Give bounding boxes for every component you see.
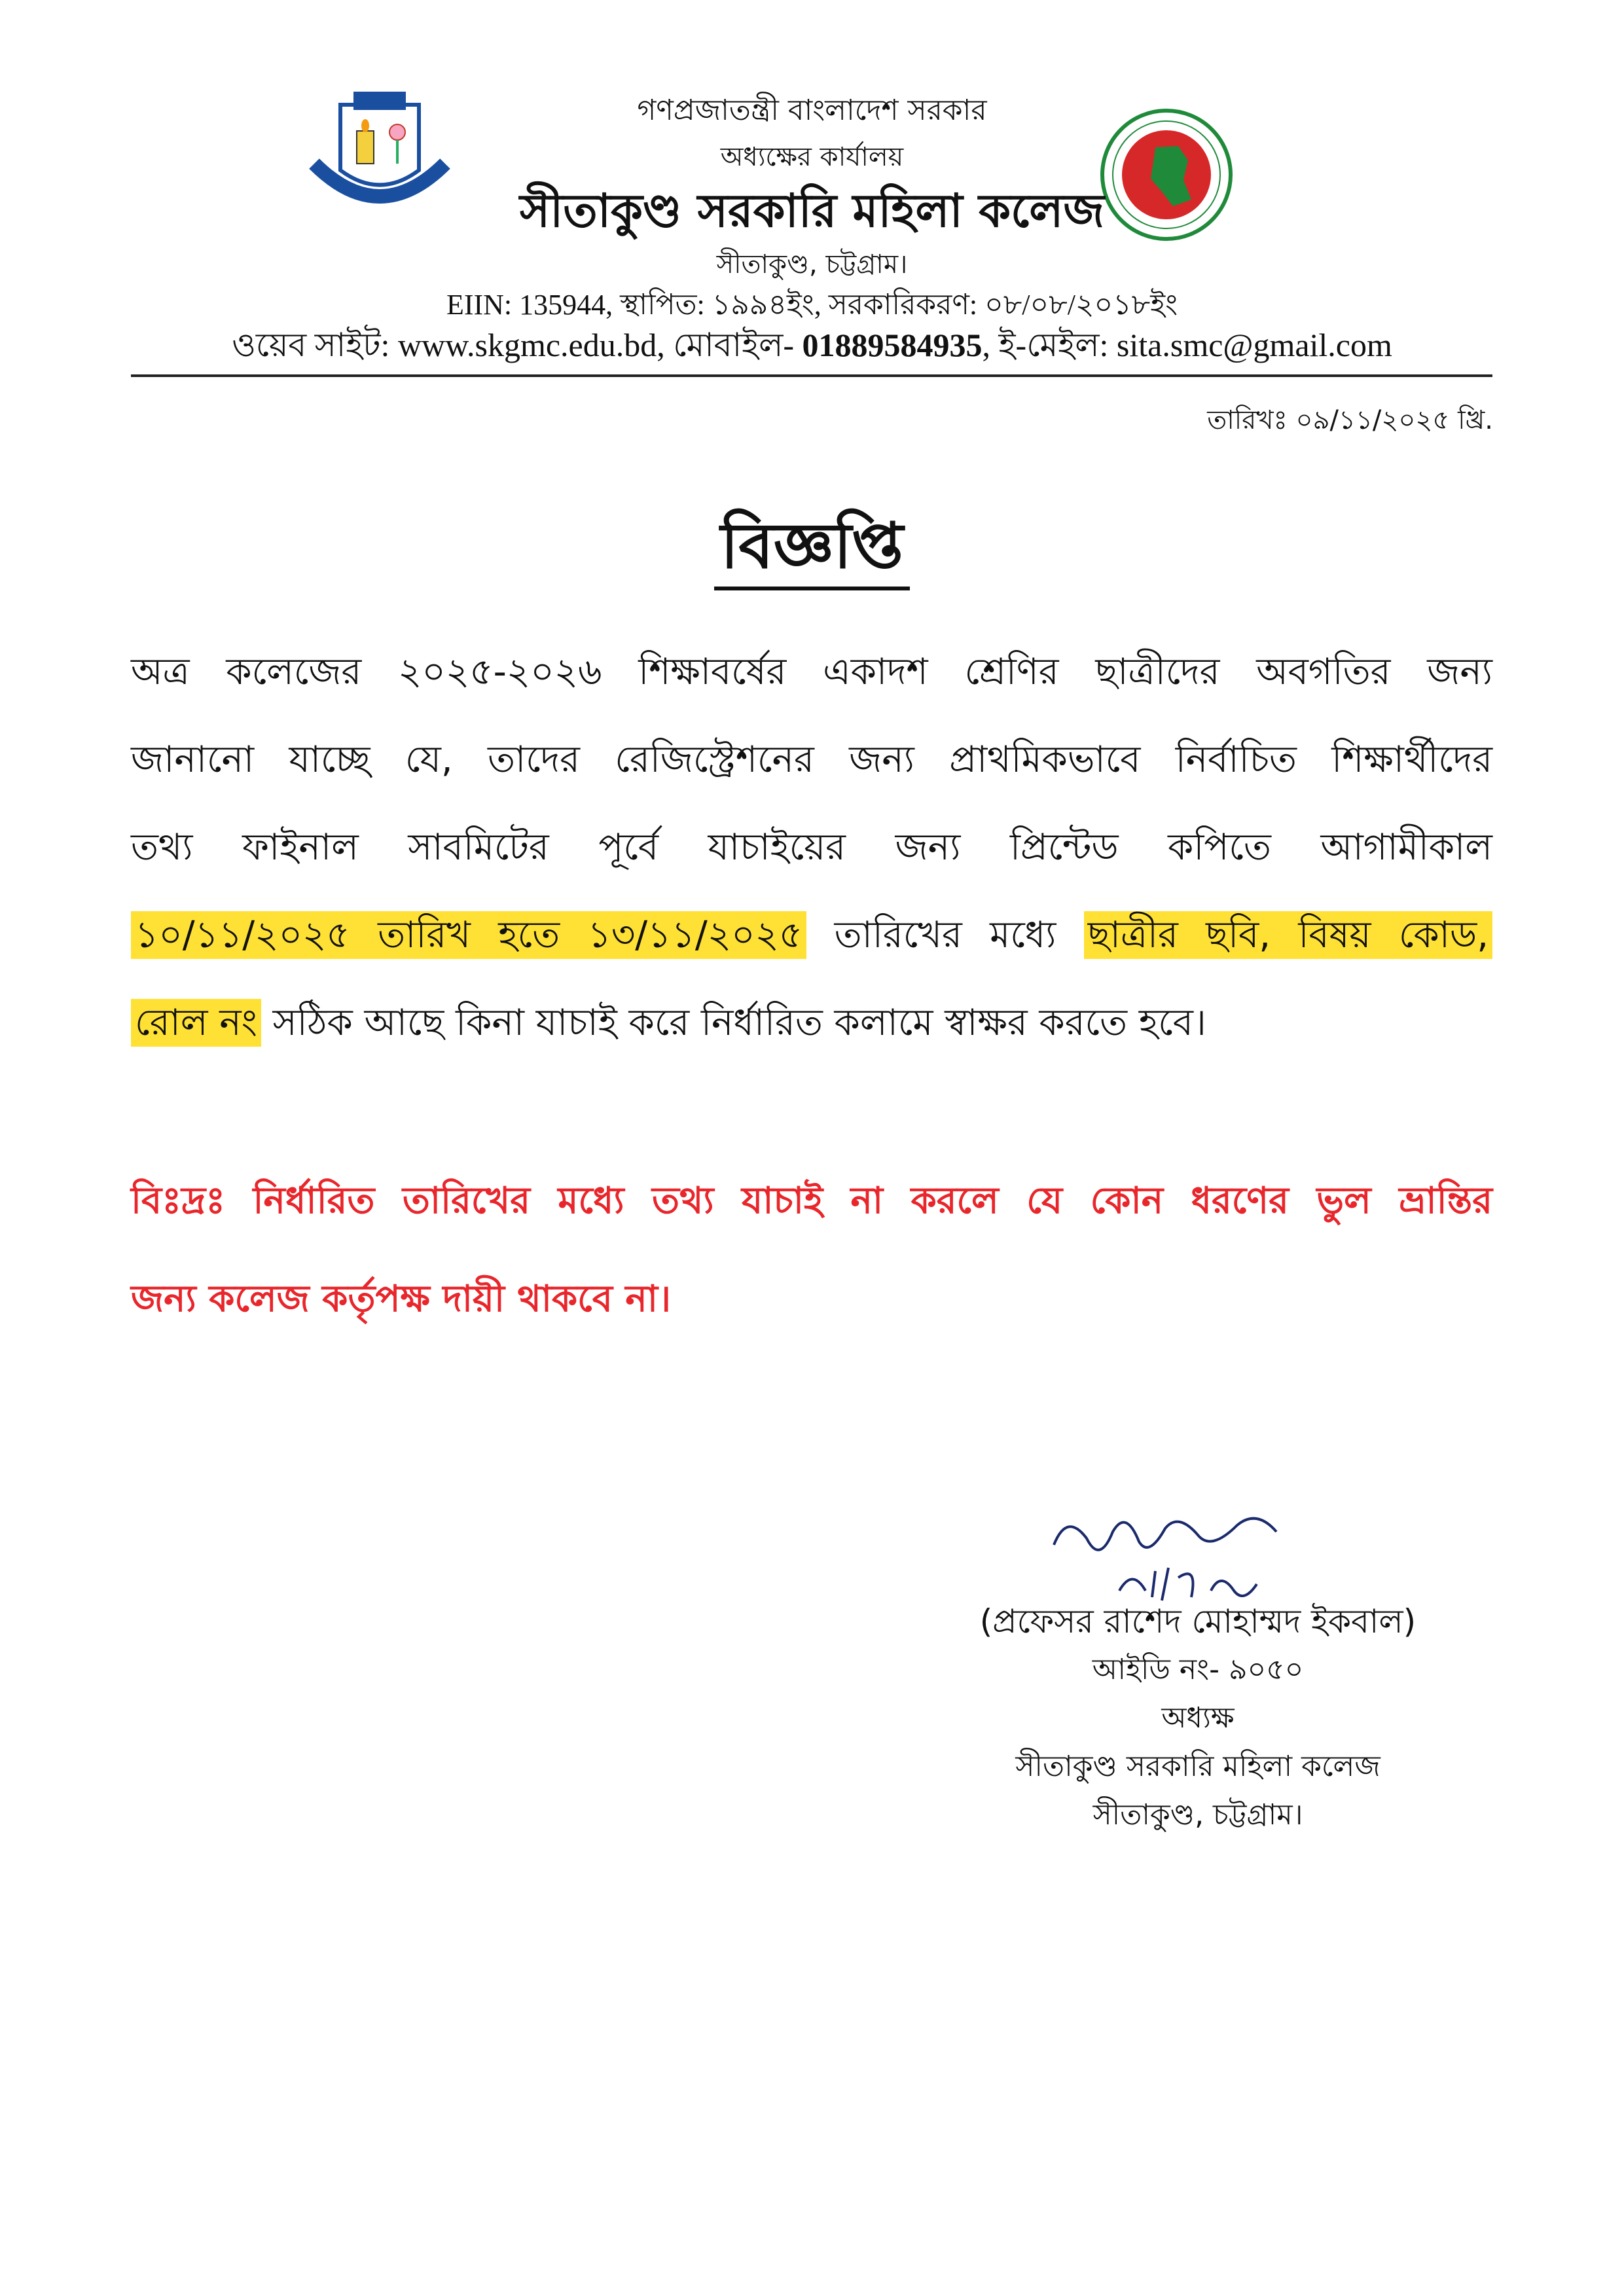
body-line-1: অত্র কলেজের ২০২৫-২০২৬ শিক্ষাবর্ষের একাদশ শ্রেণির ছাত্রীদের অবগতির জন্য [131,651,1492,693]
body-line-4 [131,892,1492,979]
notice-title-text: বিজ্ঞপ্তি [714,509,910,590]
contact-line [0,321,1624,375]
signatory-name: (প্রফেসর রাশেদ মোহাম্মদ ইকবাল) [979,1602,1416,1640]
college-name: সীতাকুণ্ড সরকারি মহিলা কলেজ [519,184,1105,238]
notice-date: তারিখঃ ০৯/১১/২০২৫ খ্রি. [1207,405,1493,435]
body-line-5 [131,979,1492,1067]
signatory-place: সীতাকুণ্ড, চট্টগ্রাম। [1092,1798,1303,1832]
mobile-number: 01889584935 [802,327,983,363]
note-line-2: জন্য কলেজ কর্তৃপক্ষ দায়ী থাকবে না। [131,1278,672,1320]
handwritten-signature [1041,1506,1434,1610]
highlight-roll-no: রোল নং [131,999,261,1047]
body-line-2: জানানো যাচ্ছে যে, তাদের রেজিস্ট্রেশনের জন্য প্রাথমিকভাবে নির্বাচিত শিক্ষার্থীদের [131,738,1492,781]
header-divider [131,374,1492,377]
body-line-5-rest: সঠিক আছে কিনা যাচাই করে নির্ধারিত কলামে স্বাক্ষর করতে হবে। [272,1002,1206,1044]
body-line-3: তথ্য ফাইনাল সাবমিটের পূর্বে যাচাইয়ের জন্য প্রিন্টেড কপিতে আগামীকাল [131,826,1492,869]
notice-title [0,497,1624,603]
eiin-line: EIIN: 135944, স্থাপিত: ১৯৯৪ইং, সরকারিকরণ: ০৮/০৮/২০১৮ইং [446,289,1178,321]
website-label: ওয়েব সাইট: [232,327,390,363]
government-name: গণপ্রজাতন্ত্রী বাংলাদেশ সরকার [637,94,987,127]
signatory-designation: অধ্যক্ষ [1161,1701,1235,1735]
email-link[interactable]: sita.smc@gmail.com [1116,327,1392,363]
body-line-4-mid: তারিখের মধ্যে [834,914,1056,956]
website-link[interactable]: www.skgmc.edu.bd, [397,327,665,363]
notice-body [131,628,1492,1067]
office-name: অধ্যক্ষের কার্যালয় [720,142,904,172]
mobile-label: মোবাইল- [673,327,795,363]
signatory-block [903,1597,1492,1839]
college-location: সীতাকুণ্ড, চট্টগ্রাম। [716,249,908,280]
signatory-college: সীতাকুণ্ড সরকারি মহিলা কলেজ [1015,1750,1380,1783]
notice-note [131,1152,1492,1348]
email-label: , ই-মেইল: [982,327,1109,363]
note-line-1: বিঃদ্রঃ নির্ধারিত তারিখের মধ্যে তথ্য যাচাই না করলে যে কোন ধরণের ভুল ভ্রান্তির [131,1180,1492,1222]
highlight-date-range: ১০/১১/২০২৫ তারিখ হতে ১৩/১১/২০২৫ [131,911,806,959]
signatory-id: আইডি নং- ৯০৫০ [1092,1653,1304,1686]
highlight-photo-subject: ছাত্রীর ছবি, বিষয় কোড, [1084,911,1492,959]
